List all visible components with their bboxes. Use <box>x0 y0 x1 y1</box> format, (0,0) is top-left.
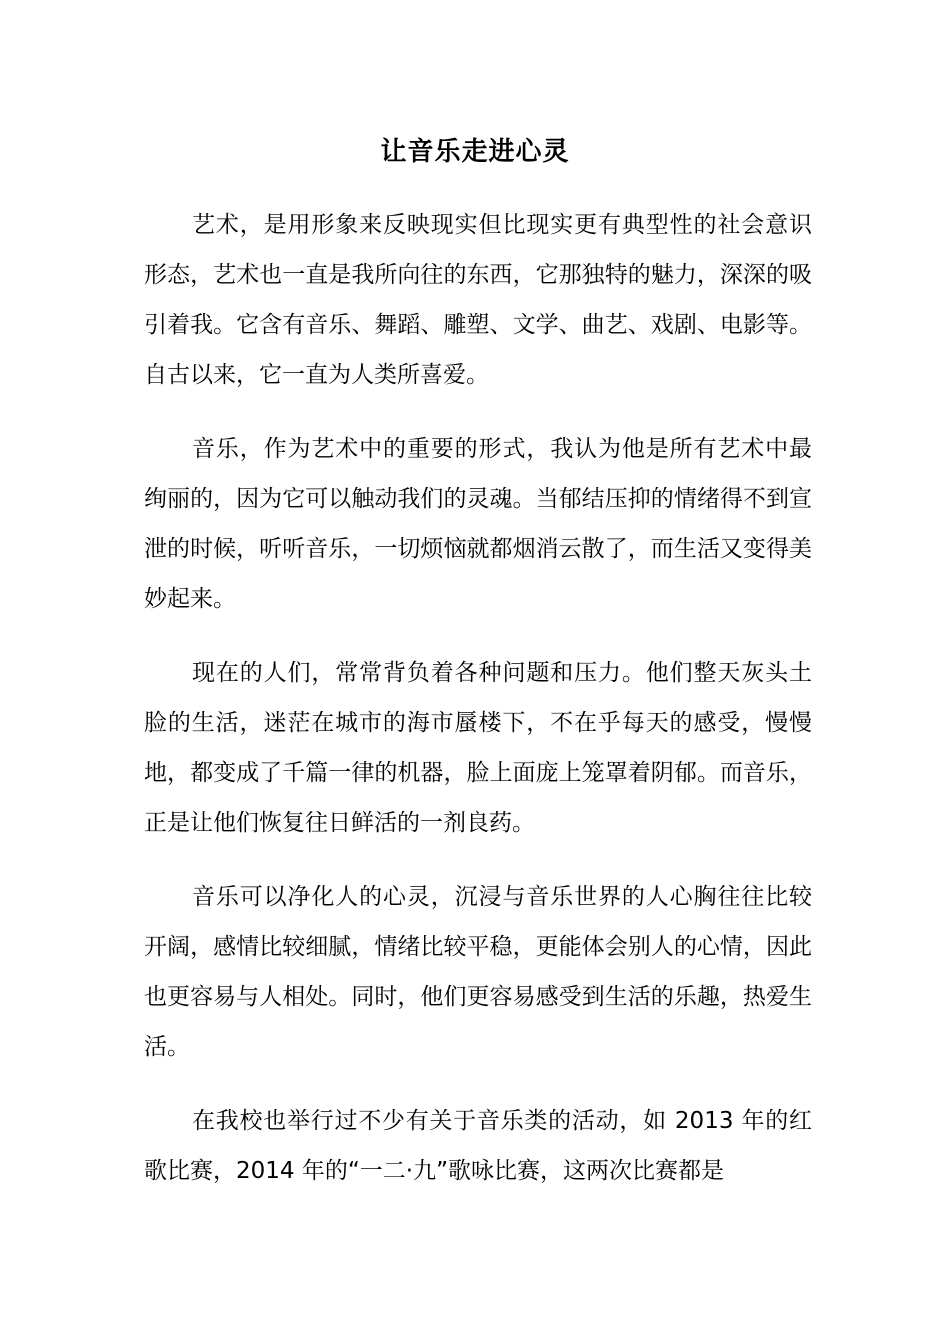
paragraph-3: 现在的人们，常常背负着各种问题和压力。他们整天灰头土脸的生活，迷茫在城市的海市蜃楼下，不在乎每天的感受，慢慢地，都变成了千篇一律的机器，脸上面庞上笼罩着阴郁。而音乐，正是让他们恢复往日鲜活的一剂良药。 <box>144 660 812 836</box>
document-body <box>144 200 812 1220</box>
paragraph-4: 音乐可以净化人的心灵，沉浸与音乐世界的人心胸往往比较开阔，感情比较细腻，情绪比较平稳，更能体会别人的心情，因此也更容易与人相处。同时，他们更容易感受到生活的乐趣，热爱生活。 <box>144 884 812 1060</box>
paragraph-2: 音乐，作为艺术中的重要的形式，我认为他是所有艺术中最绚丽的，因为它可以触动我们的灵魂。当郁结压抑的情绪得不到宣泄的时候，听听音乐，一切烦恼就都烟消云散了，而生活又变得美妙起来。 <box>144 436 812 612</box>
paragraph-5: 在我校也举行过不少有关于音乐类的活动，如 2013 年的红歌比赛，2014 年的“一二·九”歌咏比赛，这两次比赛都是 <box>144 1108 812 1184</box>
paragraph-1: 艺术，是用形象来反映现实但比现实更有典型性的社会意识形态，艺术也一直是我所向往的东西，它那独特的魅力，深深的吸引着我。它含有音乐、舞蹈、雕塑、文学、曲艺、戏剧、电影等。自古以来，它一直为人类所喜爱。 <box>144 212 812 388</box>
document-title: 让音乐走进心灵 <box>380 137 570 167</box>
